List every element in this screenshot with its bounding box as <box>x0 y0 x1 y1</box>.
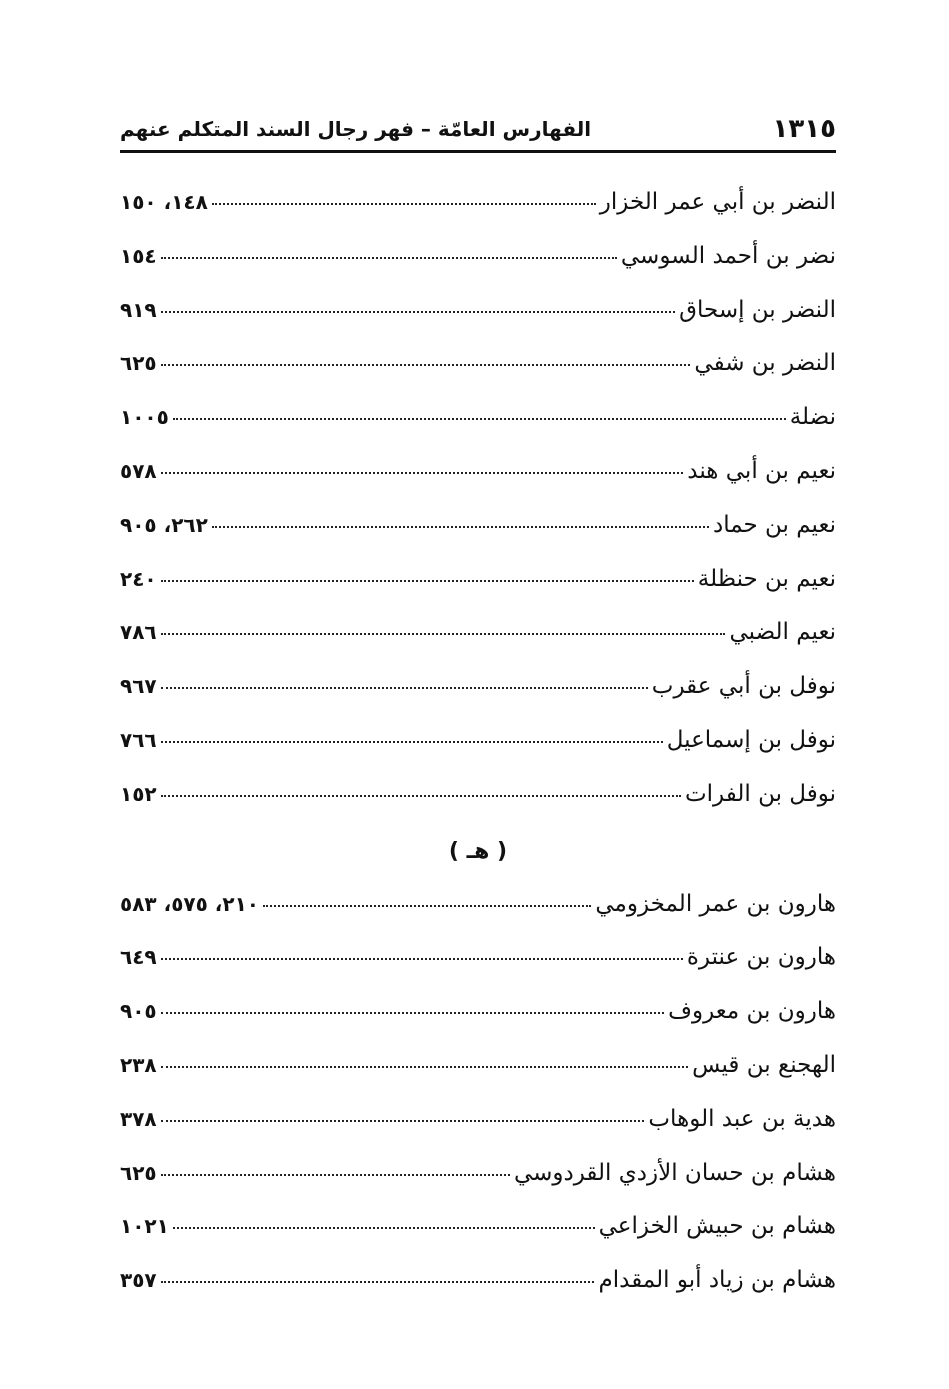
entry-page-numbers: ٩٠٥ <box>120 999 157 1024</box>
entry-page-numbers: ١٤٨، ١٥٠ <box>120 190 208 214</box>
entry-page-numbers: ٢٣٨ <box>120 1052 157 1077</box>
entry-name: هارون بن عنترة <box>686 944 836 971</box>
index-entry <box>120 290 836 344</box>
dot-leader <box>212 203 596 205</box>
index-entry <box>120 1153 836 1207</box>
entry-name: هشام بن حسان الأزدي القردوسي <box>513 1159 836 1186</box>
index-entry <box>120 236 836 290</box>
entry-name: النضر بن شفي <box>694 350 836 377</box>
entry-page-numbers: ٩٦٧ <box>120 674 157 699</box>
index-entry <box>120 343 836 397</box>
page-header <box>120 112 836 153</box>
index-entry <box>120 991 836 1045</box>
entry-page-numbers: ١٠٠٥ <box>120 405 169 430</box>
entry-name: نضر بن أحمد السوسي <box>620 242 836 269</box>
index-entry <box>120 937 836 991</box>
index-entry <box>120 505 836 559</box>
entry-page-numbers: ٦٤٩ <box>120 945 157 970</box>
entry-page-numbers: ٣٧٨ <box>120 1106 157 1131</box>
index-entry <box>120 720 836 774</box>
entry-page-numbers: ٥٧٨ <box>120 458 157 483</box>
index-entry <box>120 397 836 451</box>
index-entry <box>120 884 836 938</box>
entry-name: هشام بن حبيش الخزاعي <box>598 1213 836 1240</box>
entry-name: الهجنع بن قيس <box>692 1051 836 1078</box>
entry-page-numbers: ٢١٠، ٥٧٥، ٥٨٣ <box>120 891 259 916</box>
dot-leader <box>161 687 648 689</box>
dot-leader <box>161 472 684 474</box>
dot-leader <box>173 1227 595 1229</box>
entry-page-numbers: ٢٤٠ <box>120 566 157 591</box>
dot-leader <box>161 795 681 797</box>
page-number: ١٣١٥ <box>772 114 836 144</box>
entry-group-ha <box>120 884 836 1314</box>
entry-name: نعيم بن أبي هند <box>687 457 836 484</box>
index-entry <box>120 774 836 828</box>
entry-name: نضلة <box>789 404 836 431</box>
entry-page-numbers: ١٥٤ <box>120 243 157 268</box>
dot-leader <box>161 958 683 960</box>
entry-name: نعيم بن حنظلة <box>697 565 836 592</box>
entry-name: نعيم بن حماد <box>712 511 836 538</box>
entry-name: نعيم الضبي <box>729 619 836 646</box>
dot-leader <box>161 1066 689 1068</box>
dot-leader <box>161 311 676 313</box>
dot-leader <box>161 580 694 582</box>
entry-name: النضر بن أبي عمر الخزار <box>599 189 836 215</box>
entry-name: نوفل بن أبي عقرب <box>651 673 836 700</box>
entry-page-numbers: ٢٦٢، ٩٠٥ <box>120 512 208 537</box>
index-entries <box>120 182 836 1314</box>
dot-leader <box>161 1120 645 1122</box>
dot-leader <box>161 633 726 635</box>
index-entry <box>120 559 836 613</box>
entry-page-numbers: ٧٦٦ <box>120 727 157 752</box>
entry-name: هدية بن عبد الوهاب <box>648 1105 836 1132</box>
index-entry <box>120 182 836 236</box>
index-page <box>120 112 836 1332</box>
entry-name: هارون بن عمر المخزومي <box>595 890 836 917</box>
index-entry <box>120 612 836 666</box>
dot-leader <box>161 364 691 366</box>
entry-name: نوفل بن الفرات <box>685 780 836 807</box>
entry-name: نوفل بن إسماعيل <box>666 726 836 753</box>
dot-leader <box>161 257 617 259</box>
entry-page-numbers: ٦٢٥ <box>120 351 157 376</box>
dot-leader <box>161 1012 665 1014</box>
running-title: الفهارس العامّة – فهر رجال السند المتكلم عنهم <box>120 117 592 141</box>
dot-leader <box>173 418 786 420</box>
dot-leader <box>263 905 591 907</box>
index-entry <box>120 1260 836 1314</box>
entry-name: هارون بن معروف <box>668 998 836 1025</box>
index-entry <box>120 451 836 505</box>
entry-page-numbers: ٩١٩ <box>120 297 157 322</box>
entry-group-nun <box>120 182 836 828</box>
entry-page-numbers: ١٥٢ <box>120 781 157 806</box>
entry-name: هشام بن زياد أبو المقدام <box>598 1267 836 1294</box>
index-entry <box>120 1045 836 1099</box>
entry-page-numbers: ٦٢٥ <box>120 1160 157 1185</box>
dot-leader <box>161 1174 510 1176</box>
entry-page-numbers: ٣٥٧ <box>120 1268 157 1293</box>
entry-page-numbers: ٧٨٦ <box>120 620 157 645</box>
dot-leader <box>212 526 709 528</box>
index-entry <box>120 1099 836 1153</box>
index-entry <box>120 666 836 720</box>
dot-leader <box>161 741 663 743</box>
entry-name: النضر بن إسحاق <box>679 296 836 323</box>
index-entry <box>120 1206 836 1260</box>
entry-page-numbers: ١٠٢١ <box>120 1214 169 1239</box>
section-heading-ha: ( هـ ) <box>448 838 508 864</box>
dot-leader <box>161 1281 595 1283</box>
